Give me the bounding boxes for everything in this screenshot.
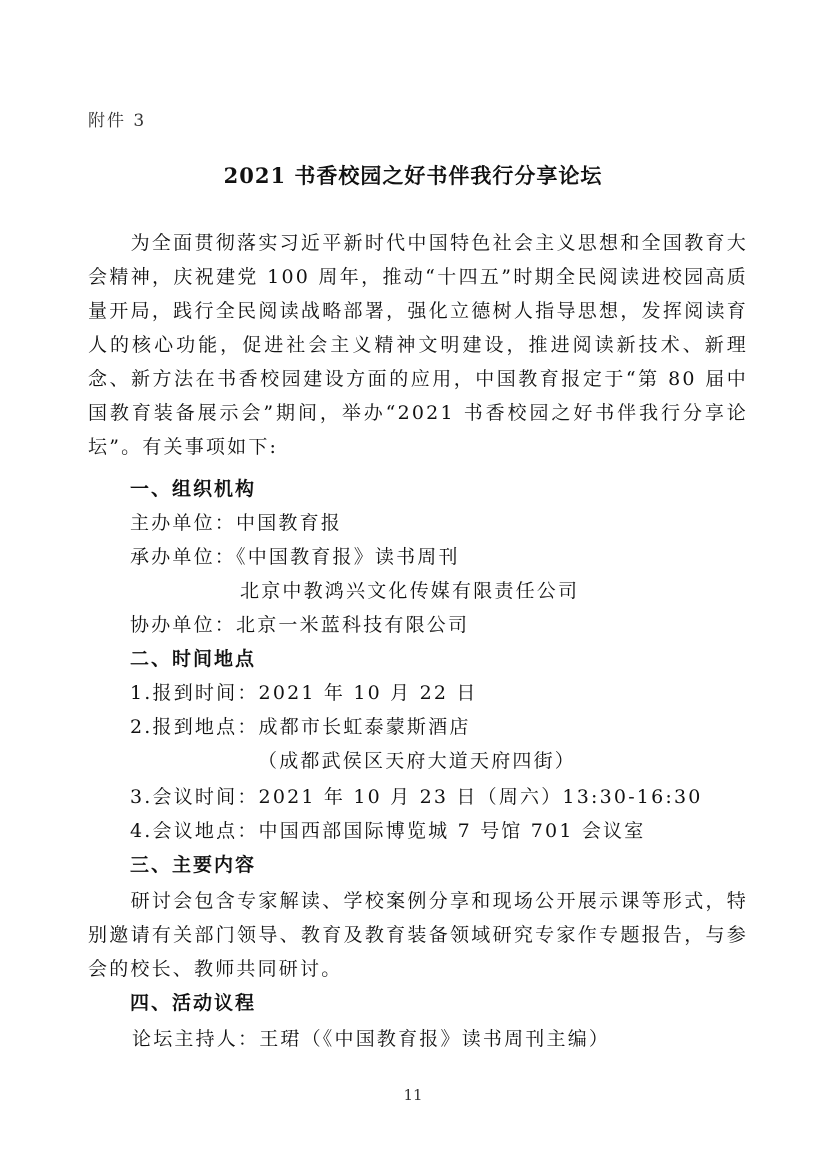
- content-paragraph: 研讨会包含专家解读、学校案例分享和现场公开展示课等形式，特别邀请有关部门领导、教育及教育装备领域研究专家作专题报告，与参会的校长、教师共同研讨。: [88, 890, 748, 980]
- co-organizer-unit: 协办单位：北京一米蓝科技有限公司: [130, 614, 470, 636]
- host-unit: 主办单位：中国教育报: [130, 512, 343, 534]
- intro-paragraph: 为全面贯彻落实习近平新时代中国特色社会主义思想和全国教育大会精神，庆祝建党 100 周年，推动“十四五”时期全民阅读进校园高质量开局，践行全民阅读战略部署，强化立德树人指导思想，发挥阅读育人的核心功能，促进社会主义精神文明建设，推进阅读新技术、新理念、新方法在书香校园建设方面的应用，中国教育报定于“第 80 届中国教育装备展示会”期间，举办“2021 书香校园之好书伴我行分享论坛”。有关事项如下:: [88, 232, 748, 458]
- section-heading-agenda: 四、活动议程: [130, 992, 257, 1014]
- forum-moderator: 论坛主持人：王珺（《中国教育报》读书周刊主编）: [132, 1028, 611, 1050]
- checkin-time: 1.报到时间：2021 年 10 月 22 日: [130, 682, 478, 704]
- section-heading-content: 三、主要内容: [130, 854, 257, 876]
- checkin-address: （成都武侯区天府大道天府四街）: [258, 750, 577, 772]
- section-heading-time-place: 二、时间地点: [130, 648, 257, 670]
- meeting-place: 4.会议地点：中国西部国际博览城 7 号馆 701 会议室: [130, 820, 646, 842]
- organizer-unit-1: 承办单位：《中国教育报》读书周刊: [130, 546, 460, 568]
- attachment-label: 附件 3: [88, 111, 147, 131]
- section-heading-organization: 一、组织机构: [130, 478, 257, 500]
- page-title: 2021 书香校园之好书伴我行分享论坛: [223, 163, 603, 188]
- organizer-unit-2: 北京中教鸿兴文化传媒有限责任公司: [240, 580, 580, 602]
- checkin-place: 2.报到地点：成都市长虹泰蒙斯酒店: [130, 716, 471, 738]
- meeting-time: 3.会议时间：2021 年 10 月 23 日（周六）13:30-16:30: [130, 786, 703, 808]
- page-number: 11: [403, 1086, 423, 1104]
